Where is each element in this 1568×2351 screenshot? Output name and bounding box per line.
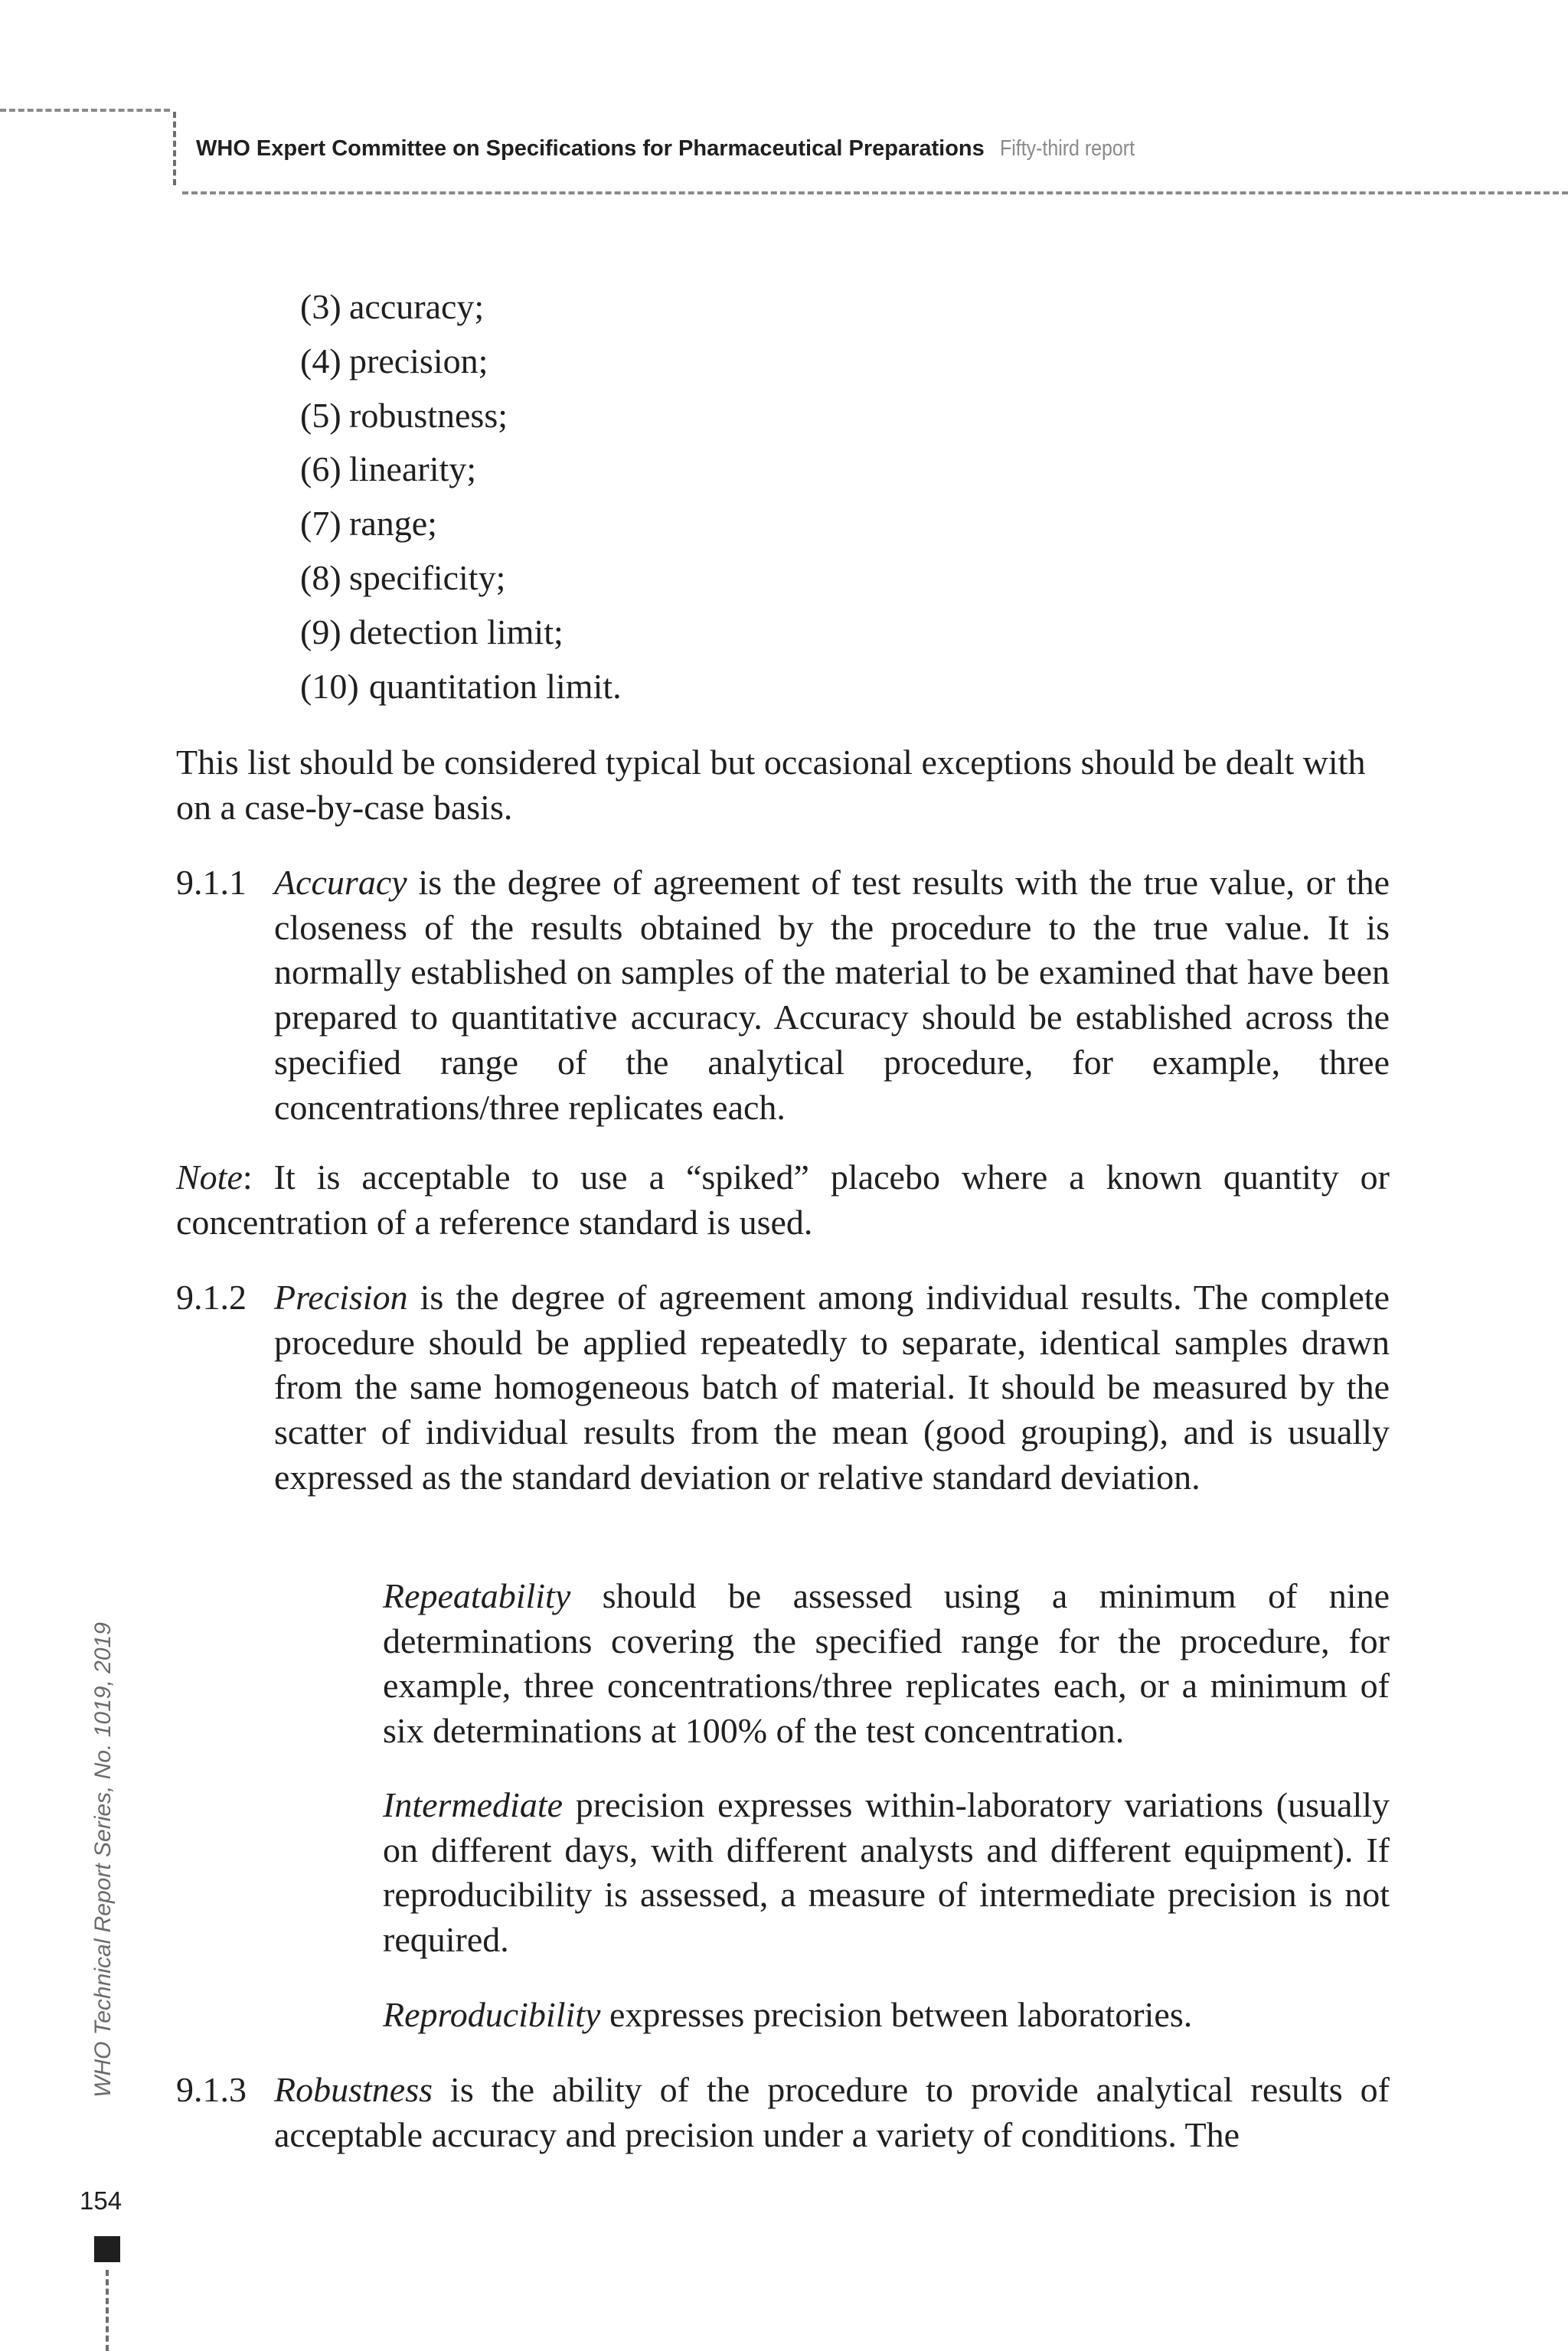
section-9-1-1: [176, 860, 1390, 1130]
section-number: 9.1.1: [176, 863, 247, 902]
criteria-list: [300, 280, 622, 713]
section-number: 9.1.2: [176, 1278, 247, 1317]
header-bottom-dashed-rule: [182, 191, 1568, 194]
list-item: (10) quantitation limit.: [300, 666, 622, 706]
section-body: Robustness is the ability of the procedure to provide analytical results of acceptable accuracy and precision under a variety of conditions. The: [274, 2070, 1390, 2154]
reproducibility-paragraph: Reproducibility expresses precision between laboratories.: [383, 1995, 1193, 2034]
list-note-paragraph: This list should be considered typical but occasional exceptions should be dealt with on a case-by-case basis.: [176, 743, 1366, 827]
defined-term: Robustness: [274, 2070, 433, 2109]
intermediate-paragraph: Intermediate precision expresses within-laboratory variations (usually on different days, with different analysts and different equipment). If reproducibility is assessed, a measure of intermediate precision is not required.: [383, 1785, 1390, 1960]
section-body: Precision is the degree of agreement among individual results. The complete procedure should be applied repeatedly to separate, identical samples drawn from the same homogeneous batch of material. It should be measured by the scatter of individual results from the mean (good grouping), and is usually expressed as the standard deviation or relative standard deviation.: [274, 1278, 1390, 1497]
list-item: (4) precision;: [300, 341, 488, 380]
defined-term: Repeatability: [383, 1576, 571, 1615]
section-number: 9.1.3: [176, 2070, 247, 2109]
bottom-dashed-tick: [106, 2270, 109, 2351]
section-body: Accuracy is the degree of agreement of test results with the true value, or the closeness of the results obtained by the procedure to the true value. It is normally established on samples of the material to be examined that have been prepared to quantitative accuracy. Accuracy should be established across the specified range of the analytical procedure, for example, three concentrations/three replicates each.: [274, 863, 1390, 1127]
page-number: 154: [80, 2186, 122, 2215]
list-item: (9) detection limit;: [300, 612, 564, 651]
defined-term: Intermediate: [383, 1785, 564, 1824]
note-label: Note: [176, 1158, 243, 1197]
list-item: (7) range;: [300, 504, 437, 544]
page-marker-square: [94, 2236, 120, 2262]
note-paragraph: Note: It is acceptable to use a “spiked” placebo where a known quantity or concentration of a reference standard is used.: [176, 1158, 1390, 1242]
section-9-1-2: [176, 1275, 1390, 1500]
top-left-dashed-rule: [0, 109, 170, 112]
list-item: (3) accuracy;: [300, 287, 485, 326]
list-item: (8) specificity;: [300, 557, 506, 597]
header-title: WHO Expert Committee on Specifications for Pharmaceutical Preparations: [196, 136, 985, 161]
list-item: (5) robustness;: [300, 395, 508, 435]
header-subtitle: Fifty-third report: [999, 136, 1135, 161]
defined-term: Precision: [274, 1278, 408, 1317]
running-header: [196, 136, 1156, 162]
section-9-1-3: [176, 2068, 1390, 2157]
list-item: (6) linearity;: [300, 449, 477, 489]
defined-term: Reproducibility: [383, 1995, 601, 2034]
series-vertical-label: WHO Technical Report Series, No. 1019, 2019: [90, 1622, 116, 2098]
header-dashed-tick: [173, 112, 176, 185]
repeatability-paragraph: Repeatability should be assessed using a minimum of nine determinations covering the specified range for the procedure, for example, three concentrations/three replicates each, or a minimum of six determinations at 100% of the test concentration.: [383, 1576, 1390, 1751]
defined-term: Accuracy: [274, 863, 407, 902]
